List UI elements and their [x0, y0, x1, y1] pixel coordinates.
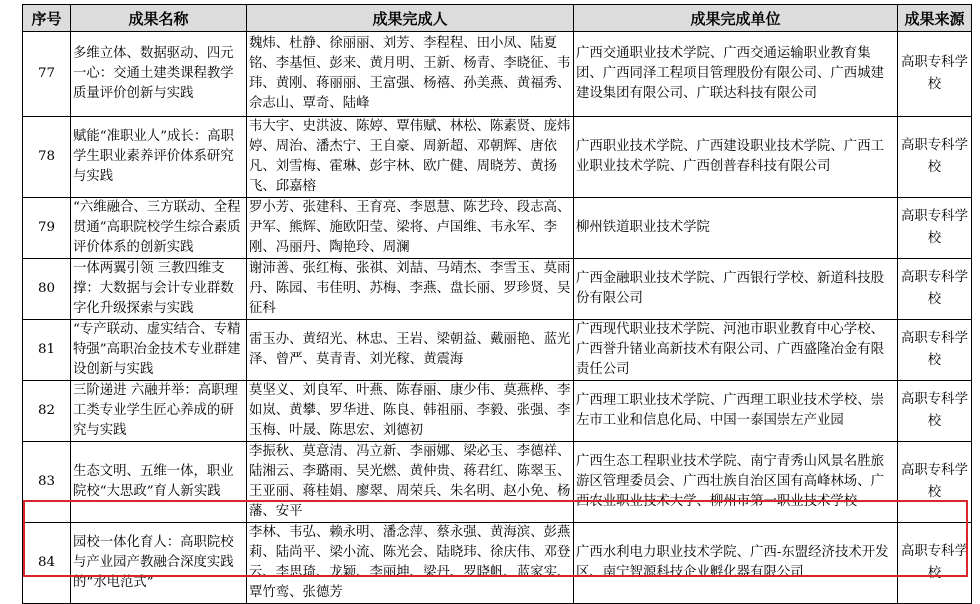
achievement-source: 高职专科学校	[898, 442, 972, 523]
row-index: 78	[23, 117, 71, 198]
achievement-source: 高职专科学校	[898, 523, 972, 604]
achievement-name: 赋能“准职业人”成长：高职学生职业素养评价体系研究与实践	[71, 117, 247, 198]
row-index: 81	[23, 320, 71, 381]
row-index: 82	[23, 381, 71, 442]
achievement-source: 高职专科学校	[898, 198, 972, 259]
table-row	[23, 117, 972, 198]
contributors: 李振秋、莫意清、冯立新、李丽娜、梁必玉、李德祥、陆湘云、李璐雨、吴光燃、黄仲贵、蒋君红、陈翠玉、王亚丽、蒋桂娟、廖翠、周荣兵、朱名明、赵小免、杨藩、安平	[247, 442, 574, 523]
row-index: 77	[23, 32, 71, 117]
achievement-name: 三阶递进 六融并举：高职理工类专业学生匠心养成的研究与实践	[71, 381, 247, 442]
row-index: 80	[23, 259, 71, 320]
achievement-name: 生态文明、五维一体，职业院校“大思政”育人新实践	[71, 442, 247, 523]
contributors: 谢沛善、张红梅、张祺、刘喆、马靖杰、李雪玉、莫雨丹、陈园、韦佳明、苏梅、李燕、盘长丽、罗珍贤、吴征科	[247, 259, 574, 320]
achievement-name: “专产联动、虚实结合、专精特强”高职冶金技术专业群建设创新与实践	[71, 320, 247, 381]
table-header-row	[23, 5, 972, 32]
header-units: 成果完成单位	[574, 5, 898, 32]
completing-units: 广西交通职业技术学院、广西交通运输职业教育集团、广西同泽工程项目管理股份有限公司、广西城建建设集团有限公司、广联达科技有限公司	[574, 32, 898, 117]
row-index: 83	[23, 442, 71, 523]
table-row	[23, 259, 972, 320]
achievement-name: 多维立体、数据驱动、四元一心：交通土建类课程教学质量评价创新与实践	[71, 32, 247, 117]
table-row	[23, 32, 972, 117]
completing-units: 广西现代职业技术学院、河池市职业教育中心学校、广西誉升锗业高新技术有限公司、广西盛隆冶金有限责任公司	[574, 320, 898, 381]
header-achievement-name: 成果名称	[71, 5, 247, 32]
achievement-source: 高职专科学校	[898, 259, 972, 320]
table-row	[23, 198, 972, 259]
completing-units: 广西水利电力职业技术学院、广西-东盟经济技术开发区、南宁智源科技企业孵化器有限公司	[574, 523, 898, 604]
table-row	[23, 320, 972, 381]
contributors: 魏炜、杜静、徐丽丽、刘芳、李程程、田小凤、陆夏铭、李基恒、彭来、黄月明、王新、杨青、李晓征、韦玮、黄刚、蒋丽丽、王富强、杨禧、孙美燕、黄福秀、佘志山、覃奇、陆峰	[247, 32, 574, 117]
row-index: 84	[23, 523, 71, 604]
header-index: 序号	[23, 5, 71, 32]
contributors: 李林、韦弘、赖永明、潘念萍、蔡永强、黄海滨、彭燕莉、陆尚平、梁小流、陈光会、陆晓玮、徐庆伟、邓登云、李思琦、龙颖、李丽坤、梁丹、罗晓帆、蓝家实、覃竹鸾、张德芳	[247, 523, 574, 604]
completing-units: 广西理工职业技术学院、广西理工职业技术学校、崇左市工业和信息化局、中国一泰国崇左产业园	[574, 381, 898, 442]
completing-units: 广西生态工程职业技术学院、南宁青秀山风景名胜旅游区管理委员会、广西壮族自治区国有高峰林场、广西农业职业技术大学、柳州市第一职业技术学校	[574, 442, 898, 523]
achievement-source: 高职专科学校	[898, 320, 972, 381]
completing-units: 柳州铁道职业技术学院	[574, 198, 898, 259]
achievement-source: 高职专科学校	[898, 117, 972, 198]
contributors: 莫坚义、刘良军、叶燕、陈春丽、康少伟、莫燕桦、李如岚、黄攀、罗华进、陈良、韩祖丽、李毅、张强、李玉梅、叶晟、陈思宏、刘德初	[247, 381, 574, 442]
achievement-source: 高职专科学校	[898, 32, 972, 117]
contributors: 罗小芳、张建科、王育亮、李恩慧、陈艺玲、段志高、尹军、熊辉、施欧阳莹、梁将、卢国维、韦永军、李刚、冯丽丹、陶艳玲、周澜	[247, 198, 574, 259]
header-contributors: 成果完成人	[247, 5, 574, 32]
achievements-table	[22, 4, 972, 604]
completing-units: 广西职业技术学院、广西建设职业技术学院、广西工业职业技术学院、广西创普春科技有限公司	[574, 117, 898, 198]
header-source: 成果来源	[898, 5, 972, 32]
achievement-name: 园校一体化育人：高职院校与产业园产教融合深度实践的“水电范式”	[71, 523, 247, 604]
contributors: 韦大宇、史洪波、陈婷、覃伟赋、林松、陈素贤、庞炜婷、周治、潘杰宁、王自豪、周新超、邓朝辉、唐依凡、刘雪梅、霍琳、彭宇林、欧广健、周晓芳、黄扬飞、邱嘉榕	[247, 117, 574, 198]
achievement-name: 一体两翼引领 三教四维支撑：大数据与会计专业群数字化升级探索与实践	[71, 259, 247, 320]
table-row	[23, 381, 972, 442]
row-index: 79	[23, 198, 71, 259]
achievement-name: “六维融合、三方联动、全程贯通”高职院校学生综合素质评价体系的创新实践	[71, 198, 247, 259]
achievement-source: 高职专科学校	[898, 381, 972, 442]
completing-units: 广西金融职业技术学院、广西银行学校、新道科技股份有限公司	[574, 259, 898, 320]
table-row	[23, 442, 972, 523]
table-row-highlighted	[23, 523, 972, 604]
contributors: 雷玉办、黄绍光、林忠、王岩、梁朝益、戴丽艳、蓝光泽、曾严、莫青青、刘光稼、黄震海	[247, 320, 574, 381]
